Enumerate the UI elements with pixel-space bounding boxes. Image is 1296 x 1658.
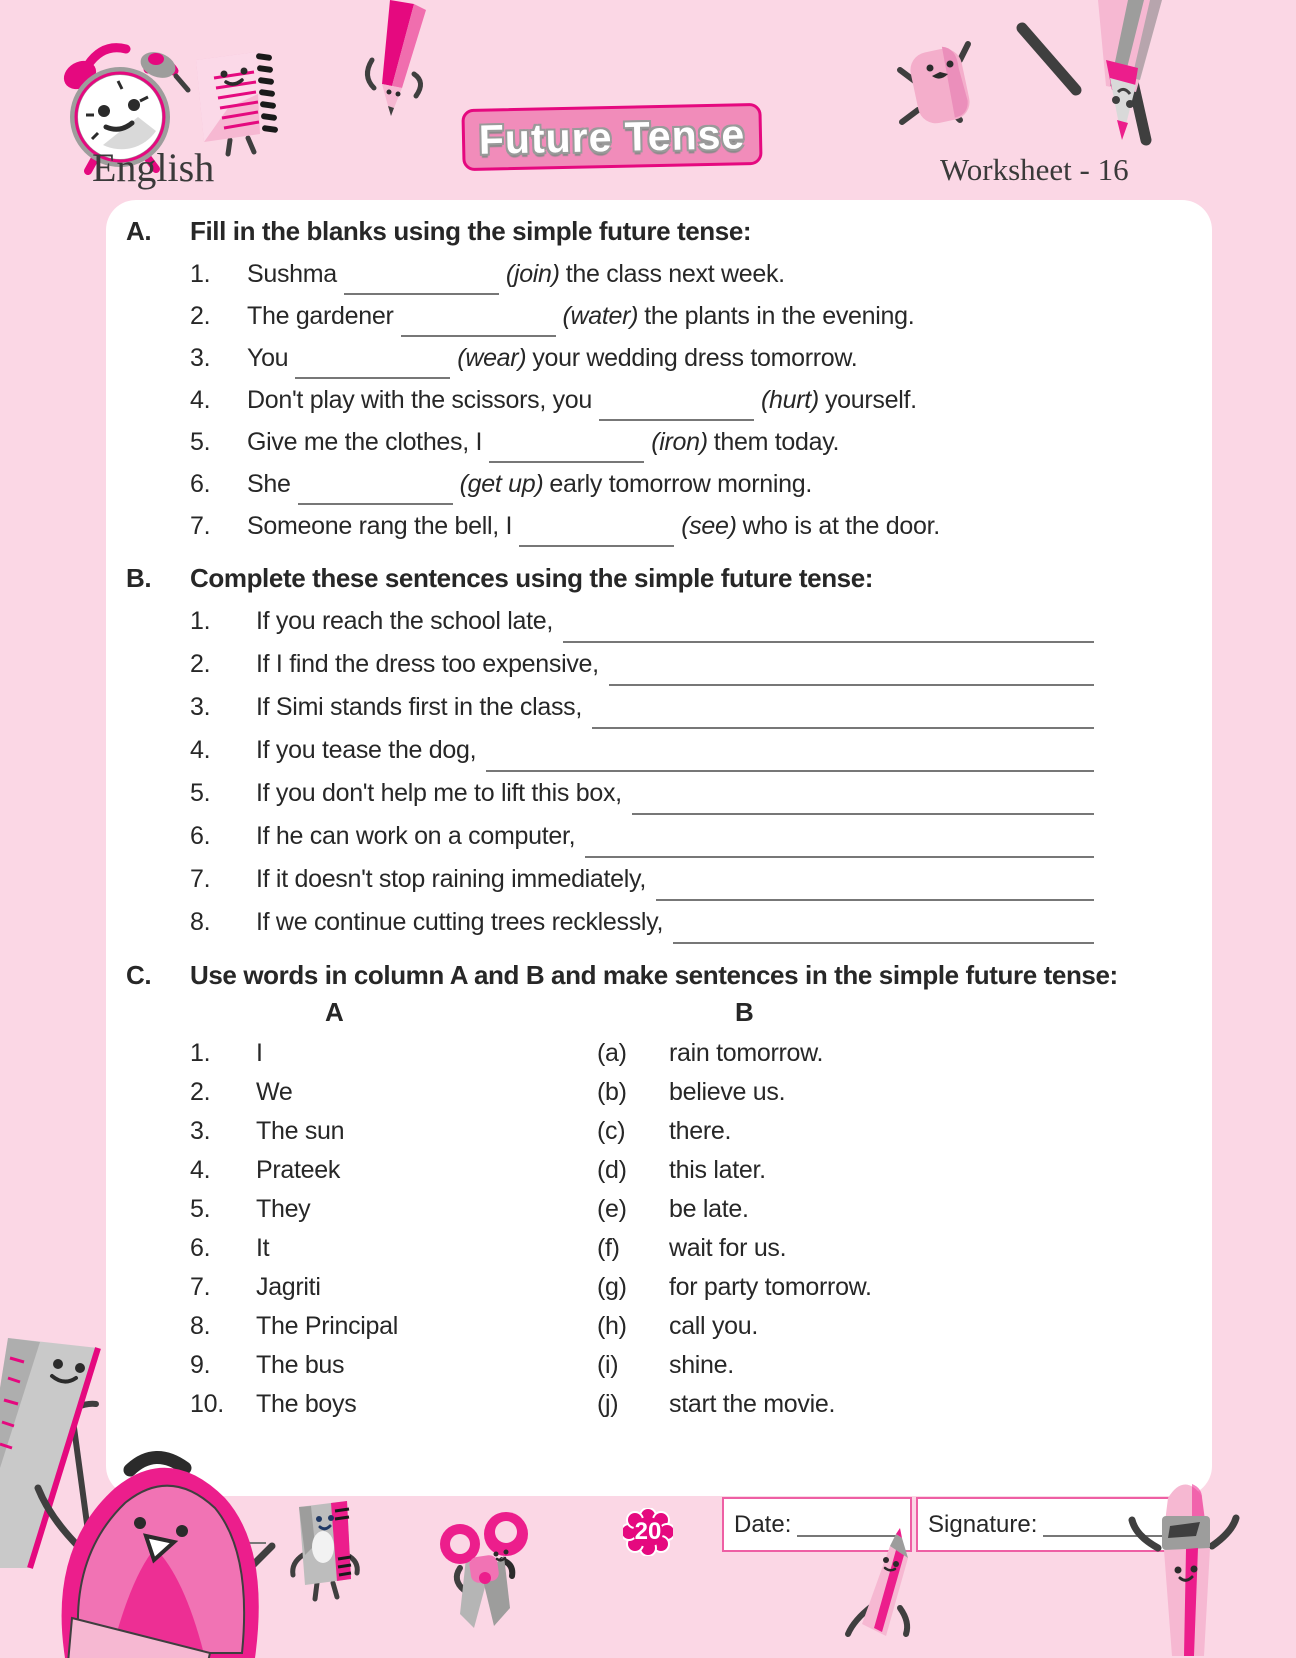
verb-hint: (see) bbox=[681, 512, 737, 540]
subject-title: English bbox=[92, 145, 215, 190]
answer-line bbox=[656, 867, 1094, 901]
answer-line bbox=[585, 824, 1094, 858]
fill-blank-item: 1. Sushma (join) the class next week. bbox=[190, 253, 1212, 295]
page-number-badge bbox=[623, 1508, 673, 1556]
section-c-heading bbox=[126, 958, 1212, 992]
column-b-header: B bbox=[735, 997, 754, 1027]
worksheet-title: Future Tense bbox=[478, 110, 746, 163]
pencil-icon bbox=[1010, 0, 1170, 150]
match-row: 8. The Principal (h) call you. bbox=[190, 1312, 759, 1340]
worksheet-card bbox=[106, 200, 1212, 1496]
scissors-icon bbox=[430, 1498, 540, 1633]
section-letter: B. bbox=[126, 563, 152, 593]
match-row: 2. We (b) believe us. bbox=[190, 1078, 786, 1106]
complete-sentence-item: 1. If you reach the school late, bbox=[190, 600, 1094, 643]
verb-hint: (hurt) bbox=[761, 386, 819, 414]
backpack-icon bbox=[20, 1428, 290, 1658]
date-label: Date: bbox=[734, 1510, 792, 1538]
verb-hint: (water) bbox=[562, 302, 639, 330]
verb-hint: (iron) bbox=[651, 428, 708, 456]
signature-label: Signature: bbox=[928, 1510, 1038, 1538]
complete-sentence-item: 7. If it doesn't stop raining immediately, bbox=[190, 858, 1094, 901]
walking-pencil-icon bbox=[840, 1528, 940, 1643]
section-a-items bbox=[190, 253, 1212, 547]
fill-blank-item: 2. The gardener (water) the plants in the evening. bbox=[190, 295, 1212, 337]
match-row: 6. It (f) wait for us. bbox=[190, 1234, 787, 1262]
answer-blank bbox=[344, 263, 499, 295]
worksheet-number: Worksheet - 16 bbox=[940, 152, 1129, 187]
eraser-icon bbox=[888, 32, 993, 137]
section-b-items bbox=[190, 600, 1212, 944]
match-row: 1. I (a) rain tomorrow. bbox=[190, 1039, 824, 1067]
sharpener-icon bbox=[285, 1495, 365, 1605]
page-number: 20 bbox=[634, 1518, 662, 1545]
section-a-heading bbox=[126, 214, 1212, 248]
crayon-icon bbox=[1120, 1468, 1250, 1658]
complete-sentence-item: 5. If you don't help me to lift this box, bbox=[190, 772, 1094, 815]
answer-line bbox=[673, 910, 1094, 944]
section-title: Use words in column A and B and make sentences in the simple future tense: bbox=[190, 960, 1118, 990]
fill-blank-item: 5. Give me the clothes, I (iron) them today. bbox=[190, 421, 1212, 463]
section-letter: A. bbox=[126, 216, 152, 246]
fill-blank-item: 7. Someone rang the bell, I (see) who is at the door. bbox=[190, 505, 1212, 547]
verb-hint: (get up) bbox=[459, 470, 544, 498]
fill-blank-item: 6. She (get up) early tomorrow morning. bbox=[190, 463, 1212, 505]
section-title: Fill in the blanks using the simple future tense: bbox=[190, 216, 752, 246]
match-row: 4. Prateek (d) this later. bbox=[190, 1156, 766, 1184]
match-row: 10. The boys (j) start the movie. bbox=[190, 1390, 836, 1418]
section-title: Complete these sentences using the simple future tense: bbox=[190, 563, 874, 593]
answer-line bbox=[592, 695, 1094, 729]
answer-blank bbox=[298, 473, 453, 505]
pen-icon bbox=[352, 0, 447, 118]
answer-line bbox=[609, 652, 1094, 686]
fill-blank-item: 3. You (wear) your wedding dress tomorrow. bbox=[190, 337, 1212, 379]
answer-line bbox=[632, 781, 1094, 815]
match-row: 3. The sun (c) there. bbox=[190, 1117, 732, 1145]
answer-line bbox=[563, 609, 1094, 643]
notebook-icon bbox=[168, 38, 278, 158]
match-row: 9. The bus (i) shine. bbox=[190, 1351, 734, 1379]
verb-hint: (wear) bbox=[457, 344, 527, 372]
match-column-headers bbox=[190, 992, 1212, 1032]
answer-blank bbox=[519, 515, 674, 547]
answer-blank bbox=[599, 389, 754, 421]
complete-sentence-item: 6. If he can work on a computer, bbox=[190, 815, 1094, 858]
worksheet-title-badge bbox=[461, 103, 762, 171]
complete-sentence-item: 2. If I find the dress too expensive, bbox=[190, 643, 1094, 686]
complete-sentence-item: 3. If Simi stands first in the class, bbox=[190, 686, 1094, 729]
complete-sentence-item: 4. If you tease the dog, bbox=[190, 729, 1094, 772]
answer-blank bbox=[401, 305, 556, 337]
complete-sentence-item: 8. If we continue cutting trees recklessly, bbox=[190, 901, 1094, 944]
column-a-header: A bbox=[325, 997, 344, 1027]
section-letter: C. bbox=[126, 960, 152, 990]
answer-blank bbox=[295, 347, 450, 379]
answer-blank bbox=[489, 431, 644, 463]
section-c-rows bbox=[190, 1034, 1212, 1424]
section-b-heading bbox=[126, 561, 1212, 595]
match-row: 5. They (e) be late. bbox=[190, 1195, 749, 1223]
fill-blank-item: 4. Don't play with the scissors, you (hurt) yourself. bbox=[190, 379, 1212, 421]
answer-line bbox=[486, 738, 1094, 772]
verb-hint: (join) bbox=[505, 260, 560, 288]
match-row: 7. Jagriti (g) for party tomorrow. bbox=[190, 1273, 872, 1301]
